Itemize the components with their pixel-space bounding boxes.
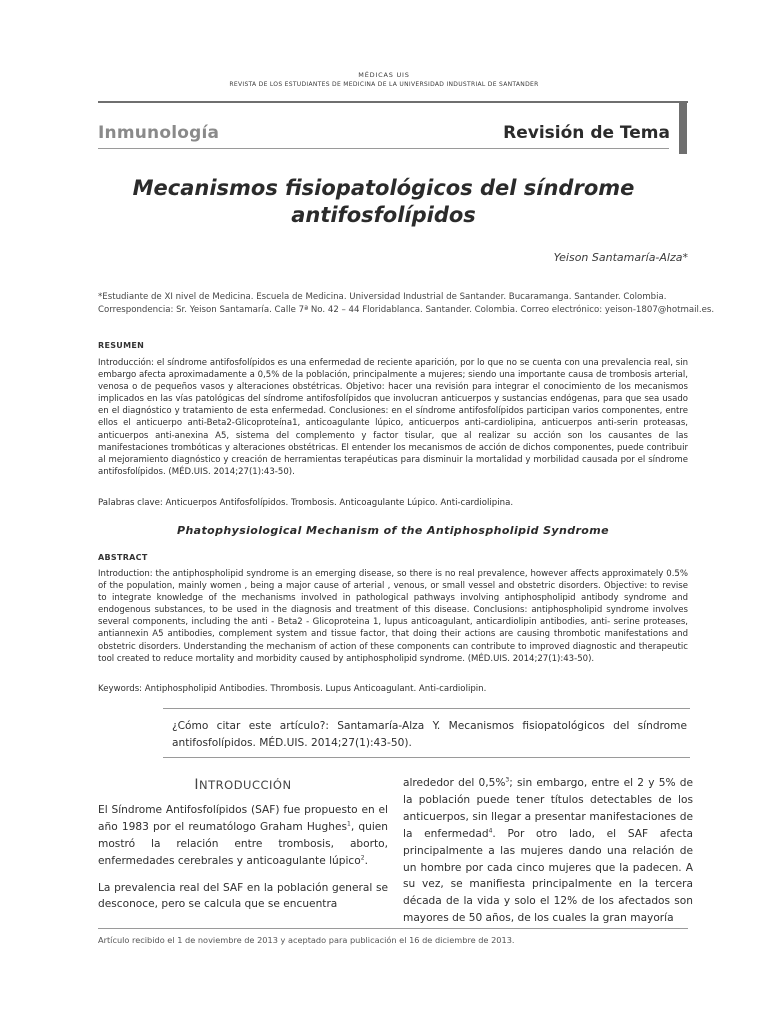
section-label: Inmunología	[98, 123, 220, 143]
author-correspondence: Correspondencia: Sr. Yeison Santamaría. Calle 7ª No. 42 – 44 Floridablanca. Santander. Colombia. Correo electrónico: yeison-1807@hotmail.es.	[98, 305, 715, 315]
received-note: Artículo recibido el 1 de noviembre de 2013 y aceptado para publicación el 16 de diciembre de 2013.	[98, 935, 515, 945]
header-top-rule	[98, 101, 688, 103]
footer-rule	[98, 928, 688, 929]
citation-box: ¿Cómo citar este artículo?: Santamaría-Alza Y. Mecanismos fisiopatológicos del síndrome antifosfolípidos. MÉD.UIS. 2014;27(1):43-50).	[172, 720, 687, 749]
citation-top-rule	[163, 708, 690, 709]
intro-paragraph-1: El Síndrome Antifosfolípidos (SAF) fue propuesto en el año 1983 por el reumatólogo Graham Hughes$^1$, quien mostró la relación entre trombosis, aborto, enfermedades cerebrales y anticoagulante lúpico$^2$.	[98, 803, 389, 867]
article-type: Revisión de Tema	[503, 123, 670, 143]
abstract-text: Introduction: the antiphospholipid syndrome is an emerging disease, so there is no real prevalence, however affects approximately 0.5% of the population, mainly women , being a major cause of arterial , venous, or small vessel and obstetric disorders. Objective: to revise to integrate knowledge of the mechanisms involved in pathological pathways involving antiphospholipid antibody syndrome and endogenous substances, to be used in the diagnosis and treatment of this disease. Conclusions: antiphospholipid syndrome involves several components, including the anti - Beta2 - Glicoproteina 1, lupus anticoagulant, anticardiolipin antibodies, anti- serine proteases, antiannexin A5 antibodies, complement system and tissue factor, that doing their actions are causing thrombotic manifestations and obstetric disorders. Understanding the mechanism of action of these components can contribute to improved diagnostic and therapeutic tool created to reduce mortality and morbidity caused by antiphospholipid syndrome. (MÉD.UIS. 2014;27(1):43-50).	[98, 569, 688, 664]
citation-bottom-rule	[163, 757, 690, 758]
resumen-text: Introducción: el síndrome antifosfolípidos es una enfermedad de reciente aparición, por lo que no se cuenta con una prevalencia real, sin embargo afecta aproximadamente a 0,5% de la población, principalmente a mujeres; siendo una importante causa de trombosis arterial, venosa o de pequeños vasos y alteraciones obstétricas. Objetivo: hacer una revisión para integrar el conocimiento de los mecanismos implicados en las vías patológicas del síndrome antifosfolípidos que involucran anticuerpos y sustancias endógenas, para que sea usado en el diagnóstico y tratamiento de esta enfermedad. Conclusiones: en el síndrome antifosfolípidos participan varios componentes, entre ellos el anticuerpo anti-Beta2-Glicoproteína1, anticoagulante lúpico, anticuerpos anti-cardiolipina, anticuerpos anti-serin proteasas, anticuerpos anti-anexina A5, sistema del complemento y factor tisular, que al realizar su acción son los causantes de las manifestaciones trombóticas y alteraciones obstétricas. El entender los mecanismos de acción de dichos componentes, puede contribuir al mejoramiento diagnóstico y creación de herramientas terapéuticas para disminuir la mortalidad y morbilidad causada por el síndrome antifosfolípidos. (MÉD.UIS. 2014;27(1):43-50).	[98, 358, 688, 477]
header-under-rule	[98, 148, 669, 149]
header-side-bar	[679, 101, 687, 154]
article-author: Yeison Santamaría-Alza*	[553, 251, 688, 264]
resumen-heading: RESUMEN	[98, 341, 145, 350]
article-title: Mecanismos fisiopatológicos del síndrome antifosfolípidos	[132, 176, 635, 227]
intro-heading: INTRODUCCIÓN	[194, 777, 292, 793]
resumen-keywords: Palabras clave: Anticuerpos Antifosfolípidos. Trombosis. Anticoagulante Lúpico. Anti-cardiolipina.	[98, 498, 514, 508]
english-title: Phatophysiological Mechanism of the Antiphospholipid Syndrome	[176, 524, 609, 537]
body-left-column	[98, 775, 388, 923]
author-affiliation: *Estudiante de XI nivel de Medicina. Escuela de Medicina. Universidad Industrial de Santander. Bucaramanga. Santander. Colombia.	[98, 292, 667, 302]
body-right-column	[403, 775, 693, 937]
journal-subtitle: REVISTA DE LOS ESTUDIANTES DE MEDICINA DE LA UNIVERSIDAD INDUSTRIAL DE SANTANDER	[229, 81, 539, 88]
journal-name: MÉDICAS UIS	[358, 71, 410, 79]
intro-paragraph-2: La prevalencia real del SAF en la población general se desconoce, pero se calcula que se encuentra	[98, 881, 388, 911]
abstract-heading: ABSTRACT	[98, 553, 148, 562]
intro-paragraph-3: alrededor del 0,5%$^3$; sin embargo, entre el 2 y 5% de la población puede tener títulos detectables de los anticuerpos, sin llegar a presentar manifestaciones de la enfermedad$^4$. Por otro lado, el SAF afecta principalmente a las mujeres dando una relación de un hombre por cada cinco mujeres que la padecen. A su vez, se manifiesta principalmente en la tercera década de la vida y solo el 12% de los afectados son mayores de 50 años, de los cuales la gran mayoría	[403, 776, 693, 925]
abstract-keywords: Keywords: Antiphospholipid Antibodies. Thrombosis. Lupus Anticoagulant. Anti-cardiolipin.	[98, 684, 487, 694]
